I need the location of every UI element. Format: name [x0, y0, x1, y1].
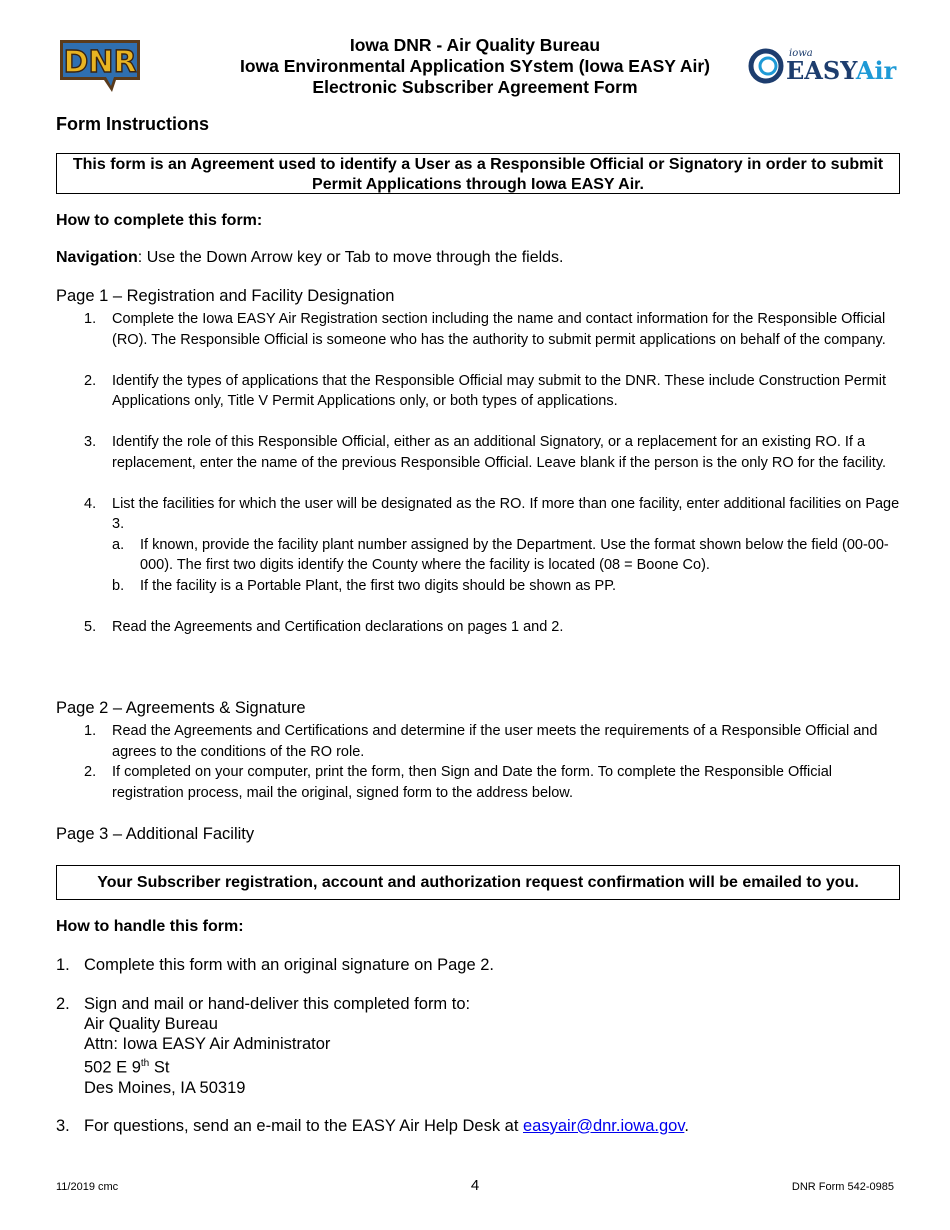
- page1-subitem-b: [112, 576, 900, 597]
- page2-heading: Page 2 – Agreements & Signature: [56, 699, 306, 717]
- list-number: 2.: [84, 764, 97, 780]
- dnr-logo: [56, 36, 144, 94]
- address-street: [84, 1054, 900, 1078]
- navigation-instruction: [56, 249, 564, 267]
- handle-list: [56, 955, 900, 1136]
- address-street-suffix: th: [140, 1058, 150, 1069]
- page2-item-2: [84, 762, 900, 803]
- agreement-notice-box: This form is an Agreement used to identify a User as a Responsible Official or Signatory in order to submit Permit Applications through Iowa EASY Air.: [56, 153, 900, 194]
- footer-page-number: 4: [470, 1177, 480, 1194]
- list-letter: b.: [112, 577, 125, 594]
- list-number: 1.: [84, 723, 97, 739]
- page1-item-1: [84, 309, 900, 350]
- easy-logo-easy-text: EASY: [786, 56, 856, 85]
- list-item-text: If completed on your computer, print the form, then Sign and Date the form. To complete the Responsible Official registration process, mail the original, signed form to the address below.: [112, 764, 833, 801]
- navigation-text: : Use the Down Arrow key or Tab to move through the fields.: [137, 249, 564, 266]
- header-title-line1: Iowa DNR - Air Quality Bureau: [349, 35, 601, 55]
- list-item-text: Read the Agreements and Certifications and determine if the user meets the requirements of a Responsible Official and agrees to the conditions of the RO role.: [112, 723, 878, 760]
- address-line-1: Air Quality Bureau: [84, 1015, 218, 1033]
- list-item-text: If the facility is a Portable Plant, the first two digits should be shown as PP.: [140, 577, 617, 594]
- how-to-complete-heading: How to complete this form:: [56, 212, 263, 229]
- address-line-2: Attn: Iowa EASY Air Administrator: [84, 1035, 331, 1053]
- svg-text:EASYAir: [786, 56, 897, 85]
- confirmation-notice-box: Your Subscriber registration, account and authorization request confirmation will be emailed to you.: [56, 865, 900, 900]
- page1-subitem-a: [112, 535, 900, 576]
- header-titles: [160, 35, 790, 98]
- iowa-easy-air-logo: [748, 44, 897, 85]
- list-number: 2.: [84, 372, 97, 389]
- list-number: 1.: [56, 956, 70, 974]
- handle-item-2: [56, 994, 900, 1098]
- list-item-text: Identify the types of applications that the Responsible Official may submit to the DNR. These include Construction Permit Applications only, Title V Permit Applications only, or both types of applications.: [112, 372, 886, 409]
- address-city: Des Moines, IA 50319: [84, 1078, 246, 1097]
- page1-list: [84, 309, 900, 637]
- list-item-text: Identify the role of this Responsible Official, either as an additional Signatory, or a replacement for an existing RO. If a replacement, enter the name of the previous Responsible Official. Leave blank if the person is the only RO for the facility.: [112, 434, 887, 471]
- list-item-text: If known, provide the facility plant number assigned by the Department. Use the format shown below the field (00-00-000). The first two digits identify the County where the facility is located (08 = Boone Co).: [140, 536, 889, 573]
- list-letter: a.: [112, 536, 125, 553]
- page1-item-4: [84, 494, 900, 597]
- list-item-text: List the facilities for which the user will be designated as the RO. If more than one facility, enter additional facilities on Page 3.: [112, 495, 900, 532]
- list-item-text: Read the Agreements and Certification declarations on pages 1 and 2.: [112, 618, 564, 635]
- footer-revision: 11/2019 cmc: [56, 1181, 119, 1193]
- dnr-logo-text: DNR: [63, 45, 137, 80]
- easy-logo-small-text: iowa: [789, 48, 813, 59]
- handle-item-1: [56, 955, 900, 975]
- header-title-line3: Electronic Subscriber Agreement Form: [312, 77, 638, 97]
- list-item-text: For questions, send an e-mail to the EASY Air Help Desk at: [84, 1116, 523, 1135]
- list-number: 3.: [56, 1116, 70, 1135]
- page-header: [0, 0, 950, 110]
- help-desk-email-link[interactable]: easyair@dnr.iowa.gov: [523, 1116, 685, 1135]
- how-to-handle-heading: How to handle this form:: [56, 918, 244, 935]
- navigation-label: Navigation: [56, 249, 138, 266]
- page3-heading: Page 3 – Additional Facility: [56, 825, 255, 843]
- footer-form-number: DNR Form 542-0985: [791, 1181, 894, 1193]
- header-title-line2: Iowa Environmental Application SYstem (Iowa EASY Air): [240, 56, 710, 76]
- page2-list: [84, 721, 900, 803]
- handle-item-3: [56, 1116, 900, 1136]
- list-item-end: .: [684, 1116, 689, 1135]
- address-street-number: 502 E 9: [84, 1058, 141, 1077]
- page1-heading: Page 1 – Registration and Facility Designation: [56, 287, 395, 305]
- easy-logo-air-text: Air: [855, 56, 897, 85]
- list-number: 4.: [84, 495, 97, 512]
- list-item-text: Complete this form with an original signature on Page 2.: [84, 956, 494, 974]
- page1-item-3: [84, 432, 900, 473]
- list-number: 5.: [84, 618, 97, 635]
- list-number: 2.: [56, 995, 70, 1013]
- list-number: 1.: [84, 311, 97, 327]
- list-item-text: Complete the Iowa EASY Air Registration section including the name and contact information for the Responsible Official (RO). The Responsible Official is someone who has the authority to submit permit applications on behalf of the company.: [112, 311, 886, 348]
- address-street-name: St: [149, 1058, 170, 1077]
- page2-item-1: [84, 721, 900, 762]
- list-item-text: Sign and mail or hand-deliver this completed form to:: [84, 995, 471, 1013]
- form-instructions-title: Form Instructions: [56, 114, 210, 134]
- list-number: 3.: [84, 434, 97, 450]
- page1-item-5: [84, 617, 900, 638]
- page1-item-2: [84, 371, 900, 412]
